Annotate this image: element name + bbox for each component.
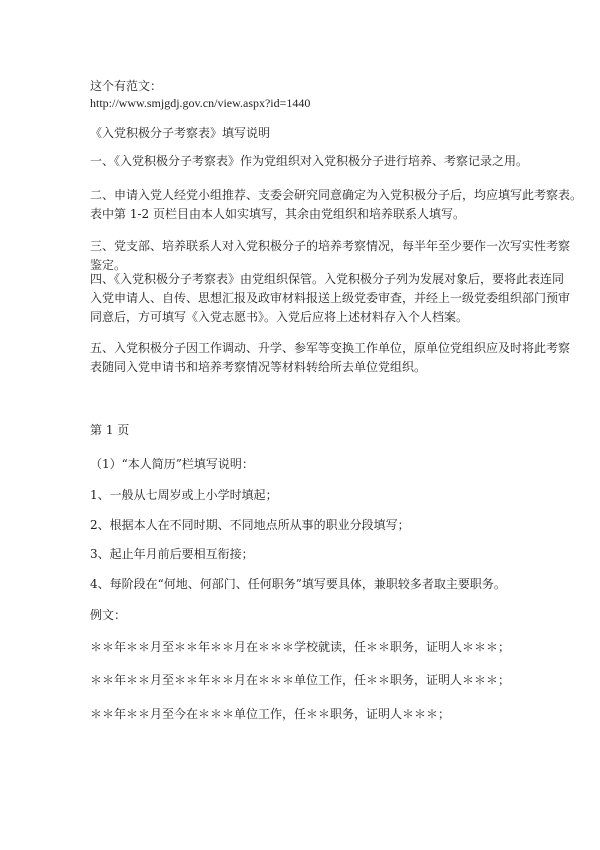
example-label: 例文： (90, 608, 127, 622)
rule-item: 1、一般从七周岁或上小学时填起； (90, 488, 278, 502)
page-label: 第 1 页 (90, 423, 130, 437)
rule-item: 3、起止年月前后要相互衔接； (90, 547, 254, 561)
paragraph-item-5 (90, 339, 571, 377)
example-line: ＊＊年＊＊月至＊＊年＊＊月在＊＊＊学校就读，任＊＊职务，证明人＊＊＊； (90, 640, 511, 654)
paragraph-line: 入党申请人、自传、思想汇报及政审材料报送上级党委审查，并经上一级党委组织部门预审 (90, 291, 571, 305)
document-title: 《入党积极分子考察表》填写说明 (90, 126, 271, 140)
paragraph-item-4 (90, 270, 571, 327)
example-line: ＊＊年＊＊月至今在＊＊＊单位工作，任＊＊职务，证明人＊＊＊； (90, 707, 451, 721)
paragraph-line: 同意后，方可填写《入党志愿书》。入党后应将上述材料存入个人档案。 (90, 310, 469, 324)
intro-url: http://www.smjgdj.gov.cn/view.aspx?id=1440 (90, 96, 311, 110)
example-line: ＊＊年＊＊月至＊＊年＊＊月在＊＊＊单位工作，任＊＊职务，证明人＊＊＊； (90, 673, 511, 687)
paragraph-line: 鉴定。 (90, 258, 127, 272)
intro-label: 这个有范文： (90, 79, 163, 93)
rule-item: 4、每阶段在“何地、何部门、任何职务”填写要具体，兼职较多者取主要职务。 (90, 577, 506, 591)
section-heading: （1）“本人简历”栏填写说明： (90, 457, 254, 471)
paragraph-line: 三、党支部、培养联系人对入党积极分子的培养考察情况，每半年至少要作一次写实性考察 (90, 239, 571, 253)
paragraph-line: 四、《入党积极分子考察表》由党组织保管。入党积极分子列为发展对象后，要将此表连同 (90, 272, 565, 286)
paragraph-line: 二、申请入党人经党小组推荐、支委会研究同意确定为入党积极分子后，均应填写此考察表。 (90, 188, 583, 202)
paragraph-line: 一、《入党积极分子考察表》作为党组织对入党积极分子进行培养、考察记录之用。 (90, 154, 529, 168)
paragraph-item-1 (90, 152, 529, 171)
paragraph-line: 五、入党积极分子因工作调动、升学、参军等变换工作单位，原单位党组织应及时将此考察 (90, 341, 571, 355)
paragraph-item-2 (90, 186, 583, 224)
paragraph-line: 表随同入党申请书和培养考察情况等材料转给所去单位党组织。 (90, 360, 427, 374)
rule-item: 2、根据本人在不同时期、不同地点所从事的职业分段填写； (90, 518, 410, 532)
paragraph-line: 表中第 1-2 页栏目由本人如实填写，其余由党组织和培养联系人填写。 (90, 207, 465, 221)
